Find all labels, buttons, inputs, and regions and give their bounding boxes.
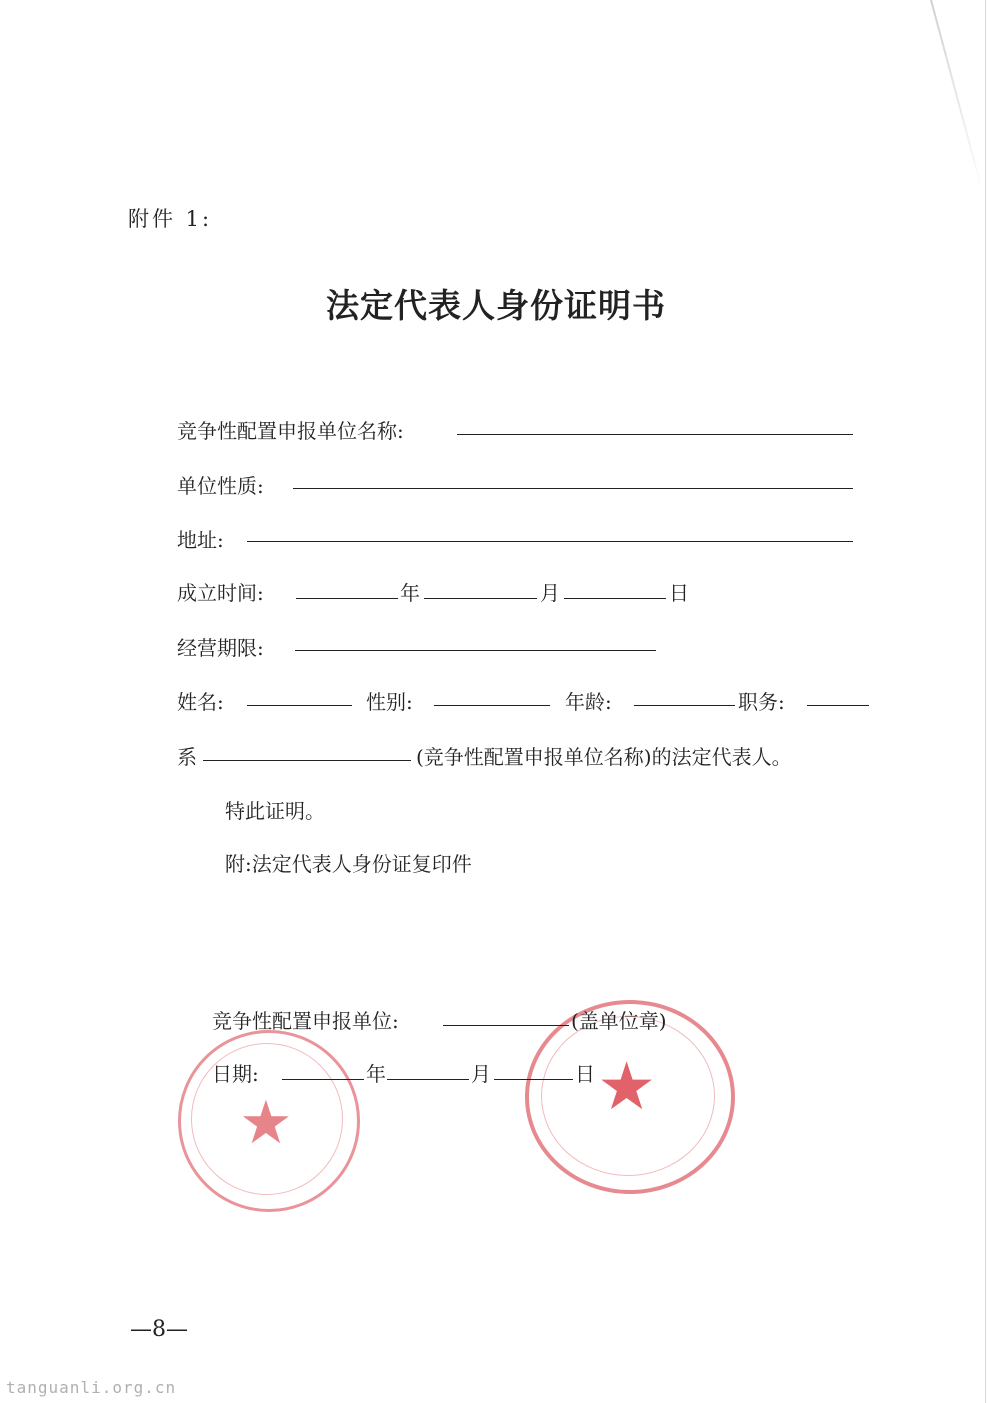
term-label: 经营期限:	[177, 636, 264, 660]
attachment-label: 附件 1:	[128, 207, 213, 231]
signature-unit-blank[interactable]	[443, 1025, 569, 1026]
age-blank[interactable]	[634, 705, 735, 706]
left-seal-star-icon: ★	[239, 1088, 293, 1158]
certify-text: 特此证明。	[225, 799, 325, 823]
established-year-label: 年	[400, 581, 420, 605]
right-seal-star-icon: ★	[597, 1048, 657, 1125]
page-number: —8—	[130, 1317, 188, 1342]
site-watermark: tanguanli.org.cn	[6, 1378, 177, 1397]
document-title: 法定代表人身份证明书	[326, 286, 666, 325]
signature-month-label: 月	[471, 1062, 491, 1086]
signature-year-label: 年	[366, 1062, 386, 1086]
signature-unit-label: 竞争性配置申报单位:	[212, 1009, 399, 1033]
left-official-seal	[178, 1030, 360, 1212]
is-suffix: (竞争性配置申报单位名称)的法定代表人。	[416, 745, 792, 769]
established-month-label: 月	[540, 581, 560, 605]
established-day-label: 日	[669, 581, 689, 605]
attachment-note: 附:法定代表人身份证复印件	[225, 852, 472, 876]
unit-name-blank[interactable]	[457, 434, 853, 435]
representative-unit-blank[interactable]	[203, 760, 411, 761]
age-label: 年龄:	[565, 690, 612, 714]
gender-label: 性别:	[366, 690, 413, 714]
page-fold-shadow	[930, 0, 984, 193]
signature-day-blank[interactable]	[494, 1079, 573, 1080]
address-blank[interactable]	[247, 541, 853, 542]
signature-year-blank[interactable]	[282, 1079, 364, 1080]
unit-nature-label: 单位性质:	[177, 474, 264, 498]
is-prefix: 系	[177, 745, 197, 769]
name-blank[interactable]	[247, 705, 352, 706]
name-label: 姓名:	[177, 690, 224, 714]
seal-note: (盖单位章)	[571, 1009, 667, 1033]
position-blank[interactable]	[807, 705, 869, 706]
established-label: 成立时间:	[177, 581, 264, 605]
gender-blank[interactable]	[434, 705, 550, 706]
established-year-blank[interactable]	[296, 598, 398, 599]
signature-date-label: 日期:	[212, 1062, 259, 1086]
unit-nature-blank[interactable]	[293, 488, 853, 489]
signature-day-label: 日	[575, 1062, 595, 1086]
signature-month-blank[interactable]	[387, 1079, 469, 1080]
address-label: 地址:	[177, 528, 224, 552]
established-month-blank[interactable]	[424, 598, 537, 599]
term-blank[interactable]	[295, 650, 656, 651]
unit-name-label: 竞争性配置申报单位名称:	[177, 419, 404, 443]
established-day-blank[interactable]	[564, 598, 666, 599]
position-label: 职务:	[738, 690, 785, 714]
page-edge	[985, 0, 986, 1403]
